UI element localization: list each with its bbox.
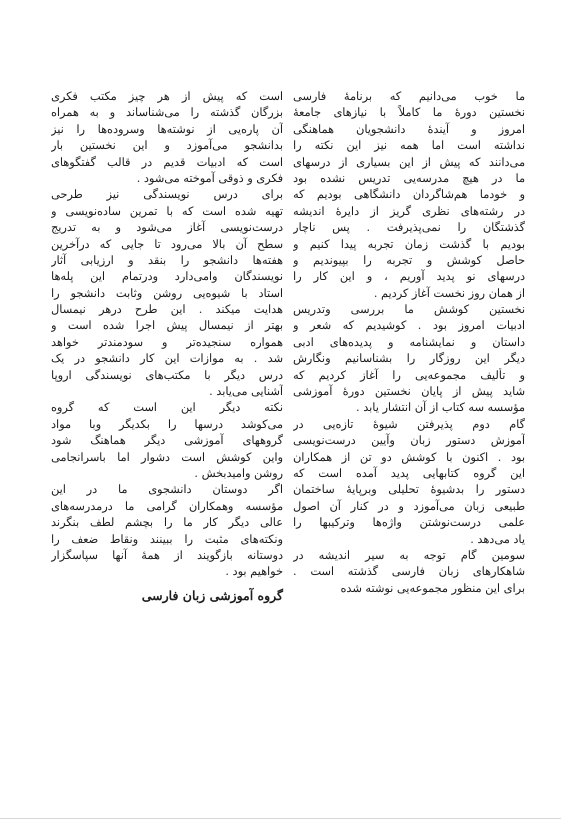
right-column-text-line: شاهکارهای زبان فارسی گذشته است . [293,565,525,579]
left-column-text-line: نویسندگان وامی‌دارد ودرتمام این پله‌ها [51,270,283,284]
right-column-text-line: آموزش دستور زبان وآیین درست‌نویسی [293,434,525,448]
page-bottom-edge [0,818,561,819]
right-column-text-line: شاید پیش از پایان نخستین دورهٔ آموزشی [293,385,525,399]
right-column-text-line: بودیم با گذشت زمان تجربه پیدا کنیم و [293,237,525,251]
signature: گروه آموزشی زبان فارسی [141,587,283,603]
right-column-text-line: علمی درست‌نوشتن واژه‌ها وترکیبها را [293,516,525,530]
right-column-text-line: ما در هیچ مدرسه‌یی تدریس نشده بود [293,171,525,185]
left-column-text-line: عالی دیگر کار ما را بچشم لطف بنگرند [51,516,283,530]
left-column-text-line: دوستانه بازگویند از همهٔ آنها سپاسگزار [51,548,283,562]
right-column-text-line: بود . اکنون با کوشش دو تن از همکاران [293,450,525,464]
left-column-text-line: است که پیش از هر چیز مکتب فکری [51,90,283,103]
left-column-text-line: گروههای آموزشی دیگر هماهنگ شود [51,434,283,448]
right-column-text-line: نداشته است اما همه نیز این نکته را [293,139,525,153]
right-column-text-line: ما خوب می‌دانیم که برنامهٔ فارسی [293,90,525,103]
left-column-text-line: برای درس نویسندگی نیز طرحی [51,188,283,202]
right-column-text-line: و خودما هم‌شاگردان دانشگاهی بودیم که [293,188,525,202]
right-column-text-line: برای این منظور مجموعه‌یی نوشته شده [340,581,525,595]
left-column-text-line: بهتر از نیمسال پیش اجرا شده است و [51,319,283,333]
left-column-text-line: تهیه شده است که با تمرین ساده‌نویسی و [51,204,283,218]
right-column-text-line: گذشتگان را نمی‌پذیرفت . پس ناچار [293,221,525,235]
left-column-text-line: بدانشجو می‌آموزد و این نخستین بار [51,139,283,153]
left-column-text-line: درست‌نویسی آغاز می‌شود و به تدریج [51,221,283,235]
right-column-text-line: از همان روز نخست آغاز کردیم . [373,286,525,300]
left-column-text-line: استاد با شیوه‌یی روشن وثابت دانشجو را [51,286,283,300]
right-column-text-line: سومین گام توجه به سیر اندیشه در [293,548,525,562]
left-column-text-line: فکری و ذوقی آموخته می‌شود . [136,171,283,185]
right-column-text-line: نخستین دورهٔ ما کاملاً با نیازهای جامعهٔ [293,106,525,120]
left-text-column [51,89,283,604]
right-column-text-line: درسهای نو پدید آوریم ، و این کار را [293,270,525,284]
left-column-text-line: هفته‌ها دانشجو را بنقد و ارزیابی آثار [51,253,283,267]
right-text-column [293,89,525,597]
left-column-text-line: اگر دوستان دانشجوی ما در این [51,483,283,497]
left-column-text-line: آشنایی می‌یابد . [209,385,283,399]
left-column-text-line: می‌کوشد درسها را بکدیگر وبا مواد [51,417,283,431]
left-column-text-line: واین کوشش است دشوار اما باسرانجامی [51,450,283,464]
right-column-text-line: می‌دانند که پیش از این بسیاری از درسهای [293,155,525,169]
left-column-text-line: خواهیم بود . [225,565,283,579]
left-column-text-line: هدایت میکند . این طرح درهر نیمسال [51,303,283,317]
right-column-text-line: نخستین کوشش ما بررسی وتدریس [293,303,525,317]
right-column-text-line: امروز و آیندهٔ دانشجویان هماهنگی [293,122,525,136]
left-column-text-line: ونکته‌های مثبت را ببینند ونقاط ضعف را [51,532,283,546]
left-column-text-line: روشن وامیدبخش . [194,466,283,480]
left-column-text-line: سطح آن بالا می‌رود تا جایی که درآخرین [51,237,283,251]
right-column-text-line: مؤسسه سه کتاب از آن انتشار یابد . [356,401,525,415]
left-column-text-line: مؤسسه وهمکاران گرامی ما درمدرسه‌های [51,499,283,513]
right-column-text-line: داستان و نمایشنامه و پدیده‌های ادبی [293,335,525,349]
right-column-text-line: گام دوم پذیرفتن شیوهٔ تازه‌یی در [293,417,525,431]
left-column-text-line: بزرگان گذشته را می‌شناساند و به همراه [51,106,283,120]
right-column-text-line: دیگر این روزگار را بشناسانیم ونگارش [293,352,525,366]
right-column-text-line: دستور را بدشیوهٔ تحلیلی وبرپایهٔ ساختمان [293,483,525,497]
left-column-text-line: همواره سنجیده‌تر و سودمندتر خواهد [51,335,283,349]
right-column-text-line: یاد می‌دهد . [470,532,525,546]
right-column-text-line: حاصل کوشش و تجربه را بپیوندیم و [293,253,525,267]
left-column-text-line: آن پاره‌یی از نوشته‌ها وسروده‌ها را نیز [51,122,283,136]
left-column-text-line: شد . به موازات این کار دانشجو در یک [51,352,283,366]
right-column-text-line: در رشته‌های نظری گریز از دایرهٔ اندیشه [293,204,525,218]
right-column-text-line: این گروه کتابهایی پدید آمده است که [293,466,525,480]
right-column-text-line: طبیعی زبان می‌آموزد و در کنار آن اصول [293,499,525,513]
right-column-text-line: ادبیات امروز بود . کوشیدیم که شعر و [293,319,525,333]
right-column-text-line: و تألیف مجموعه‌یی را آغاز کردیم که [293,368,525,382]
left-column-text-line: نکته دیگر این است که گروه [51,401,283,415]
left-column-text-line: است که ادبیات قدیم در قالب گفتگوهای [51,155,283,169]
left-column-text-line: درس دیگر با مکتب‌های نویسندگی اروپا [51,368,283,382]
